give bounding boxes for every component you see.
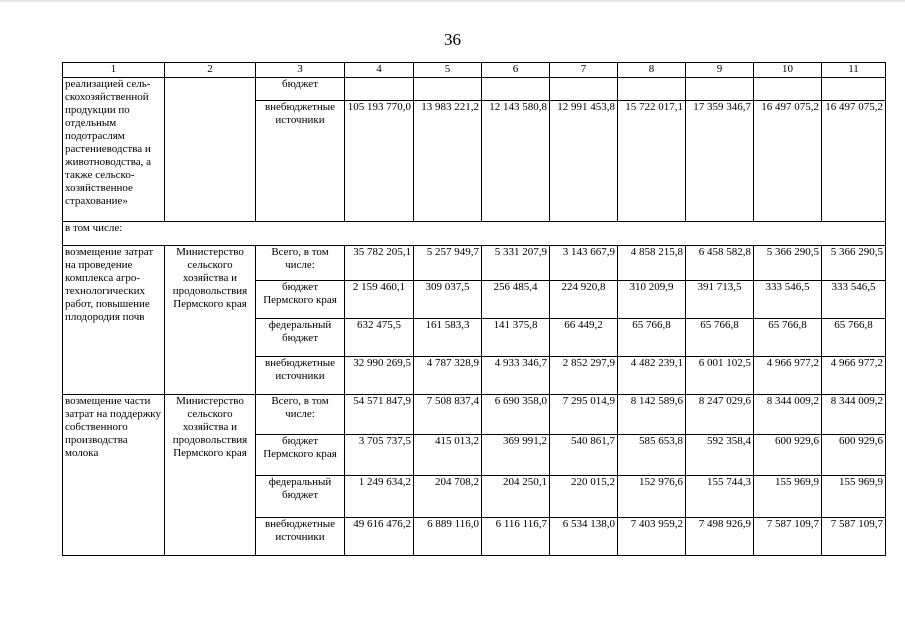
value-cell bbox=[686, 78, 754, 101]
value-cell: 224 920,8 bbox=[550, 281, 618, 319]
value-cell: 65 766,8 bbox=[822, 319, 886, 357]
measure-name: реализацией сель-скохозяйственной продукции по отдельным подотраслям растениеводства и животноводства, а также сельско-хозяйственное страхование» bbox=[63, 78, 165, 222]
value-cell: 54 571 847,9 bbox=[345, 395, 414, 435]
col-header: 8 bbox=[618, 63, 686, 78]
measure-name: возмещение части затрат на поддержку собственного производства молока bbox=[63, 395, 165, 556]
value-cell: 600 929,6 bbox=[754, 435, 822, 476]
value-cell: 16 497 075,2 bbox=[754, 101, 822, 222]
col-header: 1 bbox=[63, 63, 165, 78]
value-cell: 7 587 109,7 bbox=[754, 518, 822, 556]
value-cell: 4 933 346,7 bbox=[482, 357, 550, 395]
table-row bbox=[63, 246, 886, 281]
page-number: 36 bbox=[444, 30, 461, 49]
value-cell bbox=[345, 78, 414, 101]
value-cell: 8 344 009,2 bbox=[754, 395, 822, 435]
value-cell: 17 359 346,7 bbox=[686, 101, 754, 222]
col-header: 6 bbox=[482, 63, 550, 78]
value-cell: 12 143 580,8 bbox=[482, 101, 550, 222]
col-header: 9 bbox=[686, 63, 754, 78]
value-cell: 152 976,6 bbox=[618, 476, 686, 518]
value-cell: 8 247 029,6 bbox=[686, 395, 754, 435]
top-border bbox=[0, 0, 905, 2]
ministry-name: Министерство сельского хозяйства и продовольствия Пермского края bbox=[165, 395, 256, 556]
value-cell: 12 991 453,8 bbox=[550, 101, 618, 222]
value-cell: 65 766,8 bbox=[686, 319, 754, 357]
table-row bbox=[63, 395, 886, 435]
value-cell bbox=[618, 78, 686, 101]
value-cell: 5 331 207,9 bbox=[482, 246, 550, 281]
value-cell: 310 209,9 bbox=[618, 281, 686, 319]
value-cell: 7 295 014,9 bbox=[550, 395, 618, 435]
value-cell: 2 852 297,9 bbox=[550, 357, 618, 395]
value-cell: 204 250,1 bbox=[482, 476, 550, 518]
value-cell: 161 583,3 bbox=[414, 319, 482, 357]
value-cell: 105 193 770,0 bbox=[345, 101, 414, 222]
funding-source: внебюджетные источники bbox=[256, 357, 345, 395]
value-cell: 141 375,8 bbox=[482, 319, 550, 357]
value-cell: 5 366 290,5 bbox=[822, 246, 886, 281]
value-cell: 632 475,5 bbox=[345, 319, 414, 357]
value-cell: 4 858 215,8 bbox=[618, 246, 686, 281]
subtotal-label: в том числе: bbox=[63, 222, 886, 246]
table-row bbox=[63, 78, 886, 101]
value-cell: 333 546,5 bbox=[822, 281, 886, 319]
value-cell: 65 766,8 bbox=[618, 319, 686, 357]
ministry-cell bbox=[165, 78, 256, 222]
col-header: 2 bbox=[165, 63, 256, 78]
col-header: 11 bbox=[822, 63, 886, 78]
value-cell: 6 534 138,0 bbox=[550, 518, 618, 556]
value-cell: 155 969,9 bbox=[822, 476, 886, 518]
value-cell: 66 449,2 bbox=[550, 319, 618, 357]
value-cell: 309 037,5 bbox=[414, 281, 482, 319]
ministry-name: Министерство сельского хозяйства и продовольствия Пермского края bbox=[165, 246, 256, 395]
value-cell: 369 991,2 bbox=[482, 435, 550, 476]
value-cell bbox=[822, 78, 886, 101]
value-cell: 7 403 959,2 bbox=[618, 518, 686, 556]
value-cell: 4 787 328,9 bbox=[414, 357, 482, 395]
funding-source: Всего, в том числе: bbox=[256, 246, 345, 281]
value-cell: 7 508 837,4 bbox=[414, 395, 482, 435]
funding-source: внебюджетные источники bbox=[256, 101, 345, 222]
value-cell: 49 616 476,2 bbox=[345, 518, 414, 556]
value-cell bbox=[482, 78, 550, 101]
funding-source: федеральный бюджет bbox=[256, 319, 345, 357]
value-cell: 7 587 109,7 bbox=[822, 518, 886, 556]
value-cell: 35 782 205,1 bbox=[345, 246, 414, 281]
value-cell: 16 497 075,2 bbox=[822, 101, 886, 222]
value-cell: 4 482 239,1 bbox=[618, 357, 686, 395]
funding-source: бюджет Пермского края bbox=[256, 435, 345, 476]
value-cell: 391 713,5 bbox=[686, 281, 754, 319]
funding-source: федеральный бюджет bbox=[256, 476, 345, 518]
value-cell bbox=[754, 78, 822, 101]
value-cell: 6 889 116,0 bbox=[414, 518, 482, 556]
measure-name: возмещение затрат на проведение комплекса агро-технологических работ, повышение плодородия почв bbox=[63, 246, 165, 395]
value-cell: 3 705 737,5 bbox=[345, 435, 414, 476]
value-cell: 32 990 269,5 bbox=[345, 357, 414, 395]
value-cell: 155 969,9 bbox=[754, 476, 822, 518]
value-cell: 7 498 926,9 bbox=[686, 518, 754, 556]
value-cell: 6 690 358,0 bbox=[482, 395, 550, 435]
value-cell: 13 983 221,2 bbox=[414, 101, 482, 222]
value-cell: 333 546,5 bbox=[754, 281, 822, 319]
col-header: 5 bbox=[414, 63, 482, 78]
value-cell: 415 013,2 bbox=[414, 435, 482, 476]
value-cell: 8 344 009,2 bbox=[822, 395, 886, 435]
col-header: 7 bbox=[550, 63, 618, 78]
col-header: 4 bbox=[345, 63, 414, 78]
budget-table bbox=[62, 62, 886, 556]
value-cell: 3 143 667,9 bbox=[550, 246, 618, 281]
value-cell: 6 458 582,8 bbox=[686, 246, 754, 281]
value-cell: 2 159 460,1 bbox=[345, 281, 414, 319]
value-cell: 4 966 977,2 bbox=[822, 357, 886, 395]
value-cell: 5 366 290,5 bbox=[754, 246, 822, 281]
header-row bbox=[63, 63, 886, 78]
value-cell bbox=[550, 78, 618, 101]
value-cell bbox=[414, 78, 482, 101]
value-cell: 1 249 634,2 bbox=[345, 476, 414, 518]
value-cell: 204 708,2 bbox=[414, 476, 482, 518]
col-header: 10 bbox=[754, 63, 822, 78]
value-cell: 15 722 017,1 bbox=[618, 101, 686, 222]
value-cell: 256 485,4 bbox=[482, 281, 550, 319]
col-header: 3 bbox=[256, 63, 345, 78]
value-cell: 592 358,4 bbox=[686, 435, 754, 476]
value-cell: 155 744,3 bbox=[686, 476, 754, 518]
value-cell: 540 861,7 bbox=[550, 435, 618, 476]
value-cell: 585 653,8 bbox=[618, 435, 686, 476]
value-cell: 4 966 977,2 bbox=[754, 357, 822, 395]
table-row bbox=[63, 222, 886, 246]
value-cell: 600 929,6 bbox=[822, 435, 886, 476]
value-cell: 220 015,2 bbox=[550, 476, 618, 518]
value-cell: 65 766,8 bbox=[754, 319, 822, 357]
funding-source: бюджет bbox=[256, 78, 345, 101]
funding-source: внебюджетные источники bbox=[256, 518, 345, 556]
funding-source: бюджет Пермского края bbox=[256, 281, 345, 319]
value-cell: 8 142 589,6 bbox=[618, 395, 686, 435]
funding-source: Всего, в том числе: bbox=[256, 395, 345, 435]
value-cell: 6 116 116,7 bbox=[482, 518, 550, 556]
value-cell: 6 001 102,5 bbox=[686, 357, 754, 395]
value-cell: 5 257 949,7 bbox=[414, 246, 482, 281]
